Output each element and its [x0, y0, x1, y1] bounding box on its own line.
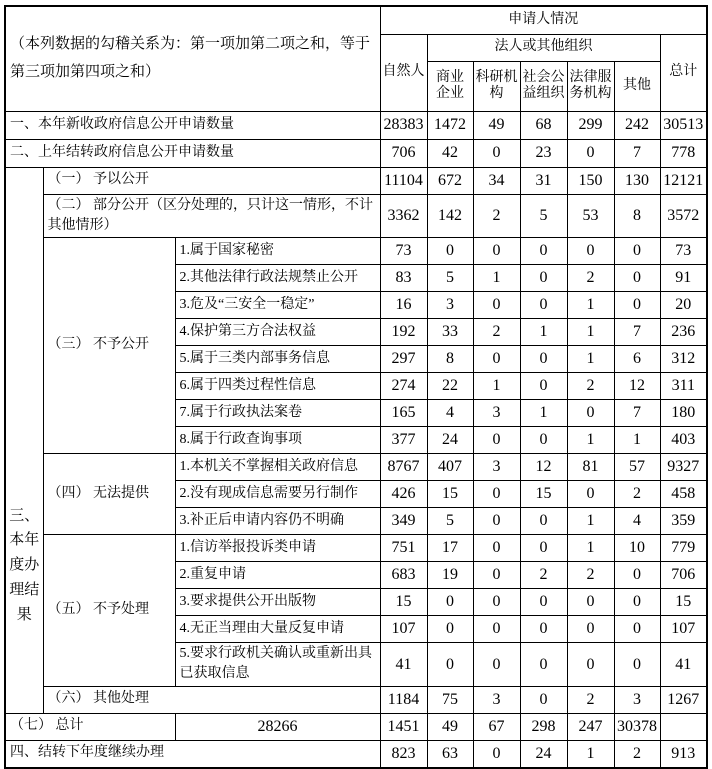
- sub-label-not-processed: （五） 不予处理: [43, 535, 175, 687]
- value-cell: 83: [380, 265, 427, 292]
- item-label: 1.属于国家秘密: [175, 238, 380, 265]
- table-row: [5, 454, 707, 481]
- value-cell: 0: [473, 427, 520, 454]
- value-cell: 672: [427, 167, 473, 194]
- value-cell: 3: [427, 292, 473, 319]
- value-cell: 1: [473, 265, 520, 292]
- value-cell: 1: [520, 319, 567, 346]
- value-cell: 1: [614, 427, 660, 454]
- value-cell: 0: [567, 643, 614, 687]
- value-cell: 67: [473, 713, 520, 740]
- value-cell: 15: [427, 481, 473, 508]
- value-cell: 3: [473, 454, 520, 481]
- col-header-org-group: 法人或其他组织: [427, 34, 660, 61]
- value-cell: 28383: [380, 111, 427, 139]
- table-row: [5, 111, 707, 139]
- value-cell: 1: [567, 292, 614, 319]
- value-cell: 53: [567, 194, 614, 238]
- sub-label-granted: （一） 予以公开: [43, 167, 380, 194]
- value-cell: 12121: [660, 167, 707, 194]
- value-cell: 1: [473, 373, 520, 400]
- value-cell: 1451: [380, 713, 427, 740]
- value-cell: 41: [380, 643, 427, 687]
- value-cell: 236: [660, 319, 707, 346]
- value-cell: 0: [614, 292, 660, 319]
- value-cell: 192: [380, 319, 427, 346]
- value-cell: 1: [567, 319, 614, 346]
- value-cell: 68: [520, 111, 567, 139]
- value-cell: 49: [427, 713, 473, 740]
- sub-label-other-handling: （六） 其他处理: [43, 686, 380, 713]
- value-cell: 81: [567, 454, 614, 481]
- value-cell: 30378: [614, 713, 660, 740]
- value-cell: 0: [520, 373, 567, 400]
- value-cell: 0: [520, 427, 567, 454]
- value-cell: 298: [520, 713, 567, 740]
- value-cell: 0: [473, 616, 520, 643]
- value-cell: 2: [614, 481, 660, 508]
- value-cell: 24: [520, 740, 567, 768]
- value-cell: 1472: [427, 111, 473, 139]
- value-cell: 0: [520, 616, 567, 643]
- col-header-research-institution: 科研机构: [473, 61, 520, 111]
- value-cell: 75: [427, 686, 473, 713]
- value-cell: 706: [380, 139, 427, 167]
- value-cell: 2: [520, 562, 567, 589]
- value-cell: 3362: [380, 194, 427, 238]
- value-cell: 73: [660, 238, 707, 265]
- info-disclosure-table: [4, 5, 708, 769]
- col-header-applicant-situation: 申请人情况: [380, 6, 707, 34]
- value-cell: 7: [614, 139, 660, 167]
- item-label: 2.没有现成信息需要另行制作: [175, 481, 380, 508]
- value-cell: 2: [567, 265, 614, 292]
- sub-label-refused: （三） 不予公开: [43, 238, 175, 454]
- sub-label-unable-to-provide: （四） 无法提供: [43, 454, 175, 535]
- value-cell: 0: [427, 616, 473, 643]
- value-cell: 11104: [380, 167, 427, 194]
- table-row: [5, 713, 707, 740]
- value-cell: 706: [660, 562, 707, 589]
- value-cell: 30513: [660, 111, 707, 139]
- value-cell: 683: [380, 562, 427, 589]
- col-header-commercial-enterprise: 商业企业: [427, 61, 473, 111]
- value-cell: 16: [380, 292, 427, 319]
- value-cell: 4: [614, 508, 660, 535]
- value-cell: 31: [520, 167, 567, 194]
- value-cell: 0: [520, 292, 567, 319]
- value-cell: 0: [520, 238, 567, 265]
- value-cell: 0: [473, 589, 520, 616]
- item-label: 6.属于四类过程性信息: [175, 373, 380, 400]
- table-row: [5, 139, 707, 167]
- value-cell: 41: [660, 643, 707, 687]
- value-cell: 10: [614, 535, 660, 562]
- value-cell: 5: [520, 194, 567, 238]
- value-cell: 142: [427, 194, 473, 238]
- sub-label-partial: （二） 部分公开（区分处理的，只计这一情形，不计其他情形）: [43, 194, 380, 238]
- value-cell: 73: [380, 238, 427, 265]
- value-cell: 22: [427, 373, 473, 400]
- table-row: [5, 686, 707, 713]
- value-cell: 0: [473, 292, 520, 319]
- value-cell: 0: [614, 265, 660, 292]
- value-cell: 0: [614, 643, 660, 687]
- value-cell: 0: [473, 238, 520, 265]
- value-cell: 0: [473, 643, 520, 687]
- value-cell: 297: [380, 346, 427, 373]
- value-cell: 0: [520, 535, 567, 562]
- table-row: [5, 194, 707, 238]
- value-cell: 5: [427, 265, 473, 292]
- value-cell: 3: [614, 686, 660, 713]
- value-cell: 180: [660, 400, 707, 427]
- value-cell: 17: [427, 535, 473, 562]
- value-cell: 458: [660, 481, 707, 508]
- value-cell: 4: [427, 400, 473, 427]
- value-cell: 0: [520, 265, 567, 292]
- item-label: 2.重复申请: [175, 562, 380, 589]
- col-header-other: 其他: [614, 61, 660, 111]
- note-cell: （本列数据的勾稽关系为：第一项加第二项之和，等于第三项加第四项之和）: [5, 6, 380, 111]
- value-cell: 2: [473, 319, 520, 346]
- value-cell: 91: [660, 265, 707, 292]
- value-cell: 377: [380, 427, 427, 454]
- item-label: 5.要求行政机关确认或重新出具已获取信息: [175, 643, 380, 687]
- value-cell: 247: [567, 713, 614, 740]
- value-cell: 0: [520, 686, 567, 713]
- value-cell: 12: [520, 454, 567, 481]
- value-cell: 2: [614, 740, 660, 768]
- value-cell: 8: [614, 194, 660, 238]
- value-cell: 1: [520, 400, 567, 427]
- value-cell: 0: [567, 616, 614, 643]
- value-cell: 0: [614, 589, 660, 616]
- value-cell: 2: [567, 373, 614, 400]
- value-cell: 0: [473, 740, 520, 768]
- table-row: [5, 238, 707, 265]
- value-cell: 0: [567, 238, 614, 265]
- sub-label-subtotal: （七） 总计: [5, 713, 175, 740]
- value-cell: 0: [567, 589, 614, 616]
- value-cell: 0: [614, 238, 660, 265]
- value-cell: 426: [380, 481, 427, 508]
- item-label: 5.属于三类内部事务信息: [175, 346, 380, 373]
- value-cell: 0: [473, 346, 520, 373]
- value-cell: 19: [427, 562, 473, 589]
- value-cell: 0: [614, 616, 660, 643]
- value-cell: 9327: [660, 454, 707, 481]
- value-cell: 3572: [660, 194, 707, 238]
- value-cell: 63: [427, 740, 473, 768]
- value-cell: 0: [427, 643, 473, 687]
- value-cell: 0: [567, 481, 614, 508]
- item-label: 8.属于行政查询事项: [175, 427, 380, 454]
- value-cell: 1267: [660, 686, 707, 713]
- value-cell: 20: [660, 292, 707, 319]
- col-header-natural-person: 自然人: [380, 34, 427, 111]
- col-header-total: 总计: [660, 34, 707, 111]
- value-cell: 1: [567, 346, 614, 373]
- value-cell: 407: [427, 454, 473, 481]
- value-cell: 57: [614, 454, 660, 481]
- item-label: 3.危及“三安全一稳定”: [175, 292, 380, 319]
- value-cell: 2: [567, 562, 614, 589]
- value-cell: 15: [660, 589, 707, 616]
- value-cell: 42: [427, 139, 473, 167]
- value-cell: 349: [380, 508, 427, 535]
- value-cell: 150: [567, 167, 614, 194]
- value-cell: 7: [614, 319, 660, 346]
- col-header-social-welfare-org: 社会公益组织: [520, 61, 567, 111]
- value-cell: 107: [660, 616, 707, 643]
- value-cell: 15: [380, 589, 427, 616]
- value-cell: 0: [567, 400, 614, 427]
- col-header-legal-service-org: 法律服务机构: [567, 61, 614, 111]
- value-cell: 12: [614, 373, 660, 400]
- row-carryover-next-label: 四、结转下年度继续办理: [5, 740, 380, 768]
- value-cell: 0: [473, 481, 520, 508]
- value-cell: 34: [473, 167, 520, 194]
- value-cell: 0: [567, 139, 614, 167]
- value-cell: 242: [614, 111, 660, 139]
- value-cell: 33: [427, 319, 473, 346]
- value-cell: 0: [520, 346, 567, 373]
- item-label: 3.补正后申请内容仍不明确: [175, 508, 380, 535]
- value-cell: 3: [473, 400, 520, 427]
- value-cell: 778: [660, 139, 707, 167]
- value-cell: 0: [520, 589, 567, 616]
- value-cell: 2: [473, 194, 520, 238]
- value-cell: 311: [660, 373, 707, 400]
- value-cell: 0: [520, 508, 567, 535]
- value-cell: 2: [567, 686, 614, 713]
- value-cell: 913: [660, 740, 707, 768]
- value-cell: 8: [427, 346, 473, 373]
- table-row: [5, 167, 707, 194]
- row-new-requests-label: 一、本年新收政府信息公开申请数量: [5, 111, 380, 139]
- value-cell: 1184: [380, 686, 427, 713]
- table-row: [5, 535, 707, 562]
- value-cell: 0: [473, 562, 520, 589]
- value-cell: 8767: [380, 454, 427, 481]
- item-label: 1.本机关不掌握相关政府信息: [175, 454, 380, 481]
- row-carryover-prev-label: 二、上年结转政府信息公开申请数量: [5, 139, 380, 167]
- table-row: [5, 740, 707, 768]
- item-label: 3.要求提供公开出版物: [175, 589, 380, 616]
- item-label: 4.保护第三方合法权益: [175, 319, 380, 346]
- value-cell: 3: [473, 686, 520, 713]
- item-label: 7.属于行政执法案卷: [175, 400, 380, 427]
- item-label: 2.其他法律行政法规禁止公开: [175, 265, 380, 292]
- value-cell: 24: [427, 427, 473, 454]
- value-cell: 0: [427, 589, 473, 616]
- section3-vertical-label: 三、本年度办理结果: [5, 167, 43, 713]
- value-cell: 23: [520, 139, 567, 167]
- value-cell: 28266: [175, 713, 380, 740]
- value-cell: 1: [567, 740, 614, 768]
- value-cell: 1: [567, 427, 614, 454]
- value-cell: 107: [380, 616, 427, 643]
- value-cell: 5: [427, 508, 473, 535]
- value-cell: 0: [614, 562, 660, 589]
- value-cell: 823: [380, 740, 427, 768]
- value-cell: 1: [567, 508, 614, 535]
- value-cell: 0: [473, 508, 520, 535]
- value-cell: 15: [520, 481, 567, 508]
- item-label: 1.信访举报投诉类申请: [175, 535, 380, 562]
- value-cell: 0: [427, 238, 473, 265]
- value-cell: 0: [473, 535, 520, 562]
- value-cell: 751: [380, 535, 427, 562]
- value-cell: 299: [567, 111, 614, 139]
- value-cell: 312: [660, 346, 707, 373]
- value-cell: 779: [660, 535, 707, 562]
- item-label: 4.无正当理由大量反复申请: [175, 616, 380, 643]
- value-cell: 1: [567, 535, 614, 562]
- value-cell: 0: [473, 139, 520, 167]
- value-cell: 0: [520, 643, 567, 687]
- value-cell: 6: [614, 346, 660, 373]
- value-cell: 274: [380, 373, 427, 400]
- value-cell: 165: [380, 400, 427, 427]
- value-cell: 49: [473, 111, 520, 139]
- value-cell: 359: [660, 508, 707, 535]
- value-cell: 403: [660, 427, 707, 454]
- value-cell: 130: [614, 167, 660, 194]
- value-cell: 7: [614, 400, 660, 427]
